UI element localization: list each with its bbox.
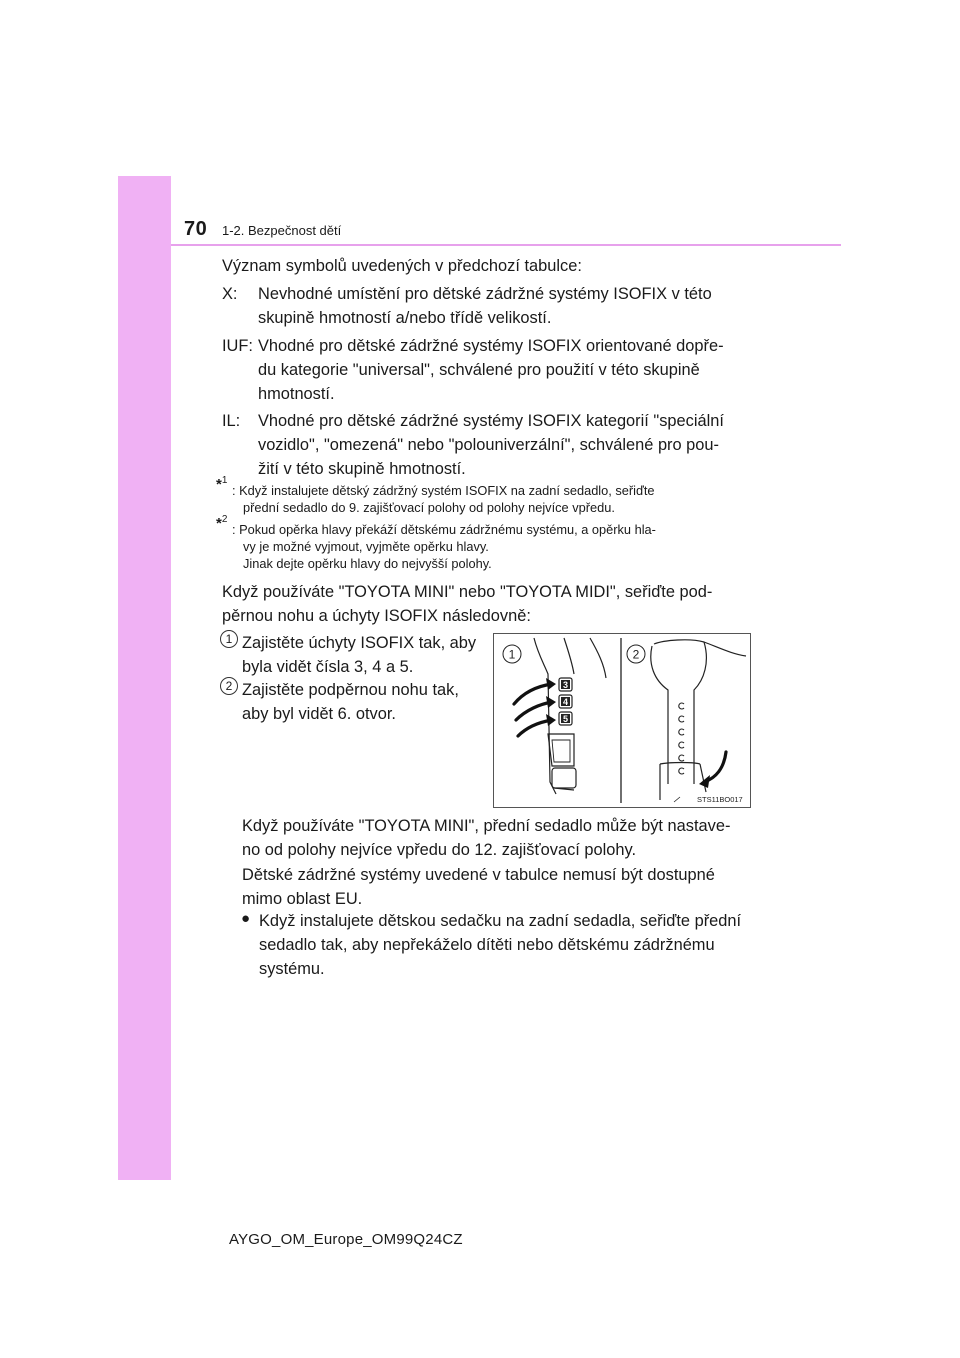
step-2-line2: aby byl vidět 6. otvor. [242, 705, 396, 723]
note-2-line2: mimo oblast EU. [242, 890, 363, 908]
bullet-line1: Když instalujete dětskou sedačku na zadní sedadla, seřiďte přední [259, 912, 742, 930]
legend-text-x-line1: Nevhodné umístění pro dětské zádržné systémy ISOFIX v této [258, 285, 712, 303]
section-title: 1-2. Bezpečnost dětí [222, 223, 342, 238]
step-1-line1: Zajistěte úchyty ISOFIX tak, aby [242, 634, 477, 652]
legend-label-il: IL: [222, 412, 241, 430]
bullet-line3: systému. [259, 960, 325, 978]
legend-intro: Význam symbolů uvedených v předchozí tabulce: [222, 257, 582, 275]
legend-text-iuf-line2: du kategorie "universal", schválené pro použití v této skupině [258, 361, 700, 379]
legend-text-il-line1: Vhodné pro dětské zádržné systémy ISOFIX kategorií "speciální [258, 412, 724, 430]
footnote-2-line1: : Pokud opěrka hlavy překáží dětskému zádržnému systému, a opěrku hla- [232, 522, 656, 537]
step-2-line1: Zajistěte podpěrnou nohu tak, [242, 681, 459, 699]
footnote-2-mark: *$^2$ [216, 514, 228, 532]
instruction-line2: pěrnou nohu a úchyty ISOFIX následovně: [222, 607, 531, 625]
step-1-number: 1 [220, 630, 238, 648]
legend-text-il-line2: vozidlo", "omezená" nebo "polouniverzální", schválené pro pou- [258, 436, 719, 454]
digit-4: 4 [562, 697, 569, 707]
step-2-number: 2 [220, 677, 238, 695]
footnote-1-line2: přední sedadlo do 9. zajišťovací polohy od polohy nejvíce vpředu. [243, 500, 615, 515]
bullet-icon: ● [241, 910, 251, 927]
note-1-line1: Když používáte "TOYOTA MINI", přední sedadlo může být nastave- [242, 817, 731, 835]
footer-document-code: AYGO_OM_Europe_OM99Q24CZ [229, 1231, 463, 1248]
legend-text-il-line3: žití v této skupině hmotností. [258, 460, 466, 478]
step-1-line2: byla vidět čísla 3, 4 a 5. [242, 658, 414, 676]
footnote-1-line1: : Když instalujete dětský zádržný systém ISOFIX na zadní sedadlo, seřiďte [232, 483, 655, 498]
header-divider [171, 244, 841, 246]
instruction-line1: Když používáte "TOYOTA MINI" nebo "TOYOTA MIDI", seřiďte pod- [222, 583, 713, 601]
legend-text-iuf-line1: Vhodné pro dětské zádržné systémy ISOFIX orientované dopře- [258, 337, 724, 355]
digit-3: 3 [562, 680, 569, 690]
legend-label-x: X: [222, 285, 238, 303]
isofix-digit-blocks [559, 678, 572, 725]
support-leg-holes [679, 703, 684, 774]
callout-1-label: 1 [508, 647, 516, 662]
page-number: 70 [184, 218, 208, 240]
digit-5: 5 [562, 714, 569, 724]
legend-label-iuf: IUF: [222, 337, 253, 355]
bullet-line2: sedadlo tak, aby nepřekáželo dítěti nebo dětskému zádržnému [259, 936, 715, 954]
note-2-line1: Dětské zádržné systémy uvedené v tabulce nemusí být dostupné [242, 866, 715, 884]
isofix-illustration [493, 633, 751, 808]
section-tab-bar [118, 176, 171, 1180]
callout-2-label: 2 [632, 647, 640, 662]
footnote-2-line3: Jinak dejte opěrku hlavy do nejvyšší polohy. [243, 556, 492, 571]
legend-text-x-line2: skupině hmotností a/nebo třídě velikostí. [258, 309, 552, 327]
note-1-line2: no od polohy nejvíce vpředu do 12. zajišťovací polohy. [242, 841, 637, 859]
legend-text-iuf-line3: hmotností. [258, 385, 335, 403]
support-leg-drawing [651, 640, 746, 800]
figure-code: STS11BO017 [697, 795, 743, 804]
footnote-2-line2: vy je možné vyjmout, vyjměte opěrku hlavy. [243, 539, 489, 554]
arrow-icon [514, 678, 556, 736]
arrow-icon [699, 752, 726, 788]
footnote-1-mark: *$^1$ [216, 475, 228, 493]
